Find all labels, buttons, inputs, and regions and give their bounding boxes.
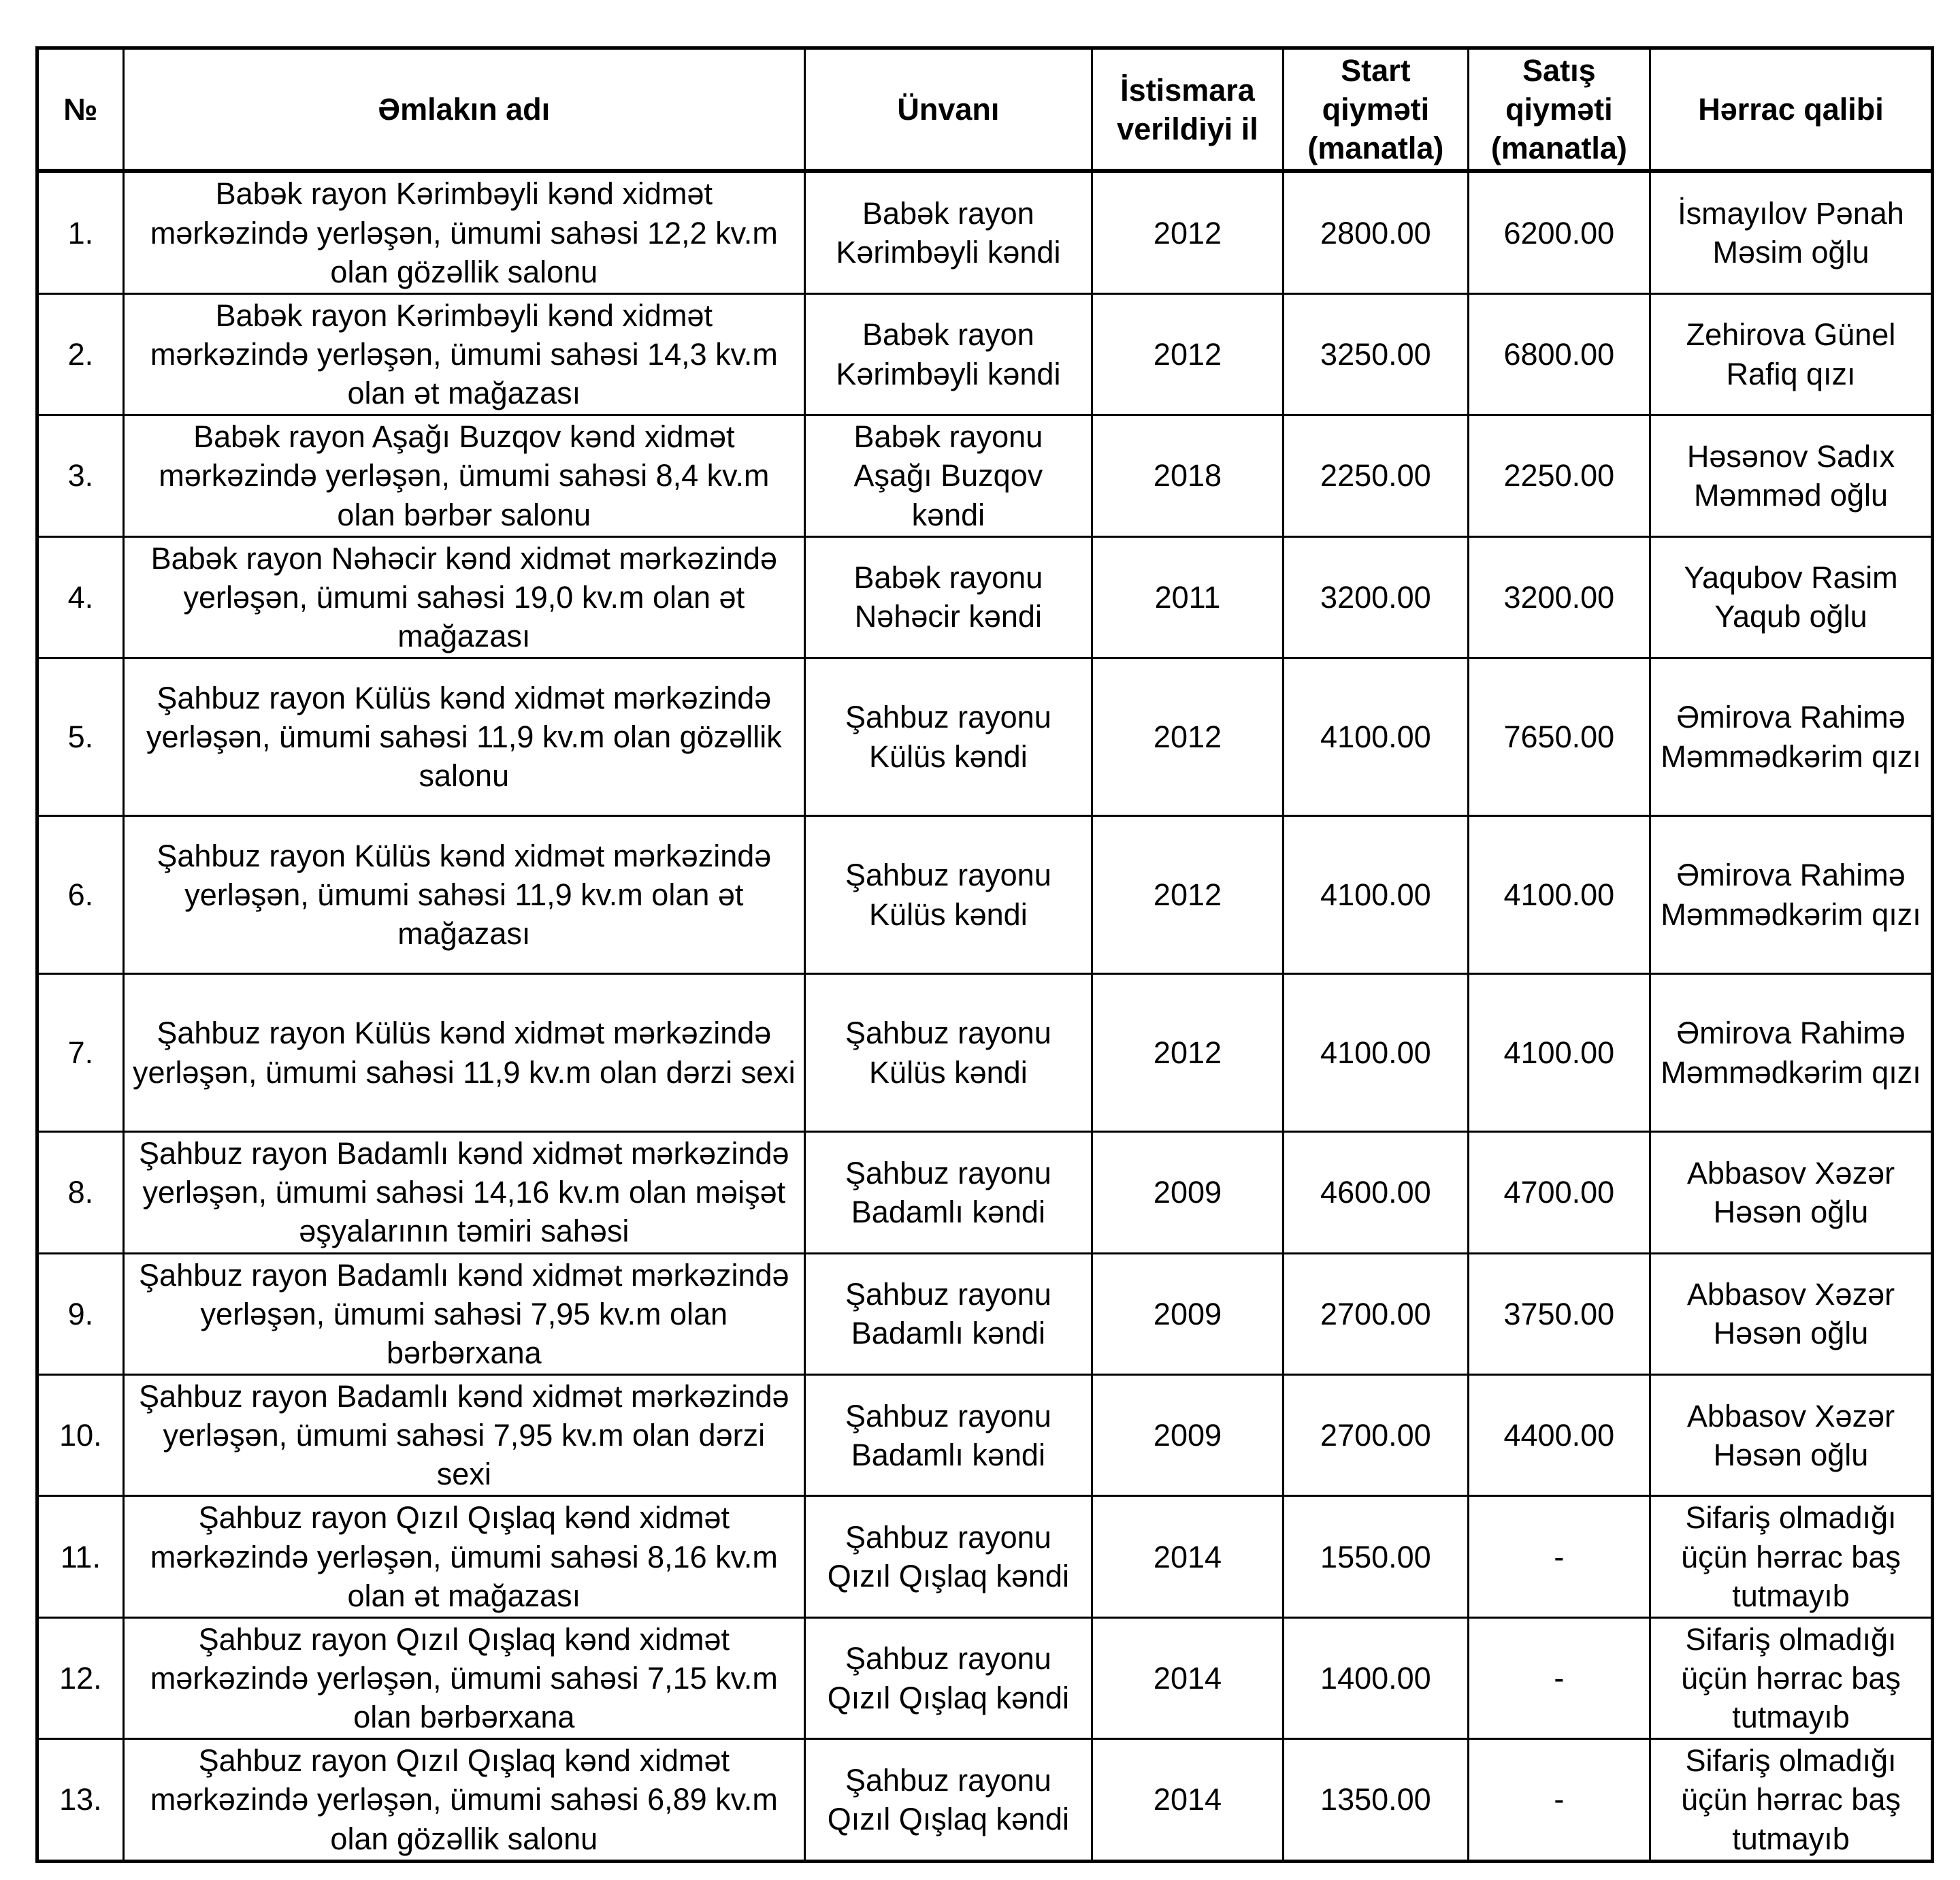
cell-no: 3. bbox=[37, 415, 124, 536]
cell-start_price: 1550.00 bbox=[1284, 1496, 1469, 1617]
cell-winner: Yaqubov Rasim Yaqub oğlu bbox=[1650, 536, 1933, 658]
cell-year: 2009 bbox=[1092, 1132, 1283, 1253]
cell-winner: Abbasov Xəzər Həsən oğlu bbox=[1650, 1374, 1933, 1495]
cell-address: Babək rayonu Nəhəcir kəndi bbox=[804, 536, 1092, 658]
table-body bbox=[37, 171, 1933, 1861]
cell-address: Şahbuz rayonu Qızıl Qışlaq kəndi bbox=[804, 1739, 1092, 1861]
cell-start_price: 3200.00 bbox=[1284, 536, 1469, 658]
cell-address: Babək rayon Kərimbəyli kəndi bbox=[804, 171, 1092, 293]
cell-winner: Əmirova Rahimə Məmmədkərim qızı bbox=[1650, 974, 1933, 1132]
cell-winner: Abbasov Xəzər Həsən oğlu bbox=[1650, 1132, 1933, 1253]
cell-year: 2014 bbox=[1092, 1617, 1283, 1738]
header-row bbox=[37, 48, 1933, 172]
table-row bbox=[37, 536, 1933, 658]
table-header bbox=[37, 48, 1933, 172]
cell-start_price: 4600.00 bbox=[1284, 1132, 1469, 1253]
cell-address: Şahbuz rayonu Badamlı kəndi bbox=[804, 1132, 1092, 1253]
table-row bbox=[37, 1496, 1933, 1617]
cell-year: 2009 bbox=[1092, 1253, 1283, 1374]
cell-no: 6. bbox=[37, 816, 124, 974]
cell-no: 1. bbox=[37, 171, 124, 293]
table-row bbox=[37, 1132, 1933, 1253]
cell-no: 13. bbox=[37, 1739, 124, 1861]
cell-start_price: 4100.00 bbox=[1284, 658, 1469, 816]
cell-year: 2012 bbox=[1092, 816, 1283, 974]
table-row bbox=[37, 1253, 1933, 1374]
cell-start_price: 2800.00 bbox=[1284, 171, 1469, 293]
cell-start_price: 2700.00 bbox=[1284, 1374, 1469, 1495]
column-header-address: Ünvanı bbox=[804, 48, 1092, 172]
cell-no: 4. bbox=[37, 536, 124, 658]
cell-name: Şahbuz rayon Külüs kənd xidmət mərkəzində yerləşən, ümumi sahəsi 11,9 kv.m olan gözəllik salonu bbox=[123, 658, 804, 816]
column-header-year: İstismara verildiyi il bbox=[1092, 48, 1283, 172]
cell-start_price: 1350.00 bbox=[1284, 1739, 1469, 1861]
cell-winner: Zehirova Günel Rafiq qızı bbox=[1650, 293, 1933, 415]
auction-results-table bbox=[35, 46, 1934, 1863]
cell-sale_price: - bbox=[1468, 1496, 1650, 1617]
cell-no: 2. bbox=[37, 293, 124, 415]
cell-name: Şahbuz rayon Külüs kənd xidmət mərkəzində yerləşən, ümumi sahəsi 11,9 kv.m olan ət mağazası bbox=[123, 816, 804, 974]
table-row bbox=[37, 1374, 1933, 1495]
cell-name: Şahbuz rayon Badamlı kənd xidmət mərkəzində yerləşən, ümumi sahəsi 7,95 kv.m olan bərbərxana bbox=[123, 1253, 804, 1374]
cell-winner: Əmirova Rahimə Məmmədkərim qızı bbox=[1650, 816, 1933, 974]
column-header-no: № bbox=[37, 48, 124, 172]
cell-start_price: 3250.00 bbox=[1284, 293, 1469, 415]
cell-sale_price: 3200.00 bbox=[1468, 536, 1650, 658]
cell-sale_price: 6800.00 bbox=[1468, 293, 1650, 415]
cell-year: 2018 bbox=[1092, 415, 1283, 536]
cell-sale_price: 6200.00 bbox=[1468, 171, 1650, 293]
table-row bbox=[37, 658, 1933, 816]
table-row bbox=[37, 1617, 1933, 1738]
column-header-sale_price: Satış qiyməti (manatla) bbox=[1468, 48, 1650, 172]
cell-sale_price: 4400.00 bbox=[1468, 1374, 1650, 1495]
cell-winner: Həsənov Sadıx Məmməd oğlu bbox=[1650, 415, 1933, 536]
cell-name: Şahbuz rayon Qızıl Qışlaq kənd xidmət mərkəzində yerləşən, ümumi sahəsi 7,15 kv.m olan bərbərxana bbox=[123, 1617, 804, 1738]
cell-sale_price: 3750.00 bbox=[1468, 1253, 1650, 1374]
table-row bbox=[37, 171, 1933, 293]
cell-year: 2012 bbox=[1092, 293, 1283, 415]
cell-address: Babək rayonu Aşağı Buzqov kəndi bbox=[804, 415, 1092, 536]
cell-address: Şahbuz rayonu Külüs kəndi bbox=[804, 658, 1092, 816]
cell-name: Babək rayon Kərimbəyli kənd xidmət mərkəzində yerləşən, ümumi sahəsi 14,3 kv.m olan ət mağazası bbox=[123, 293, 804, 415]
cell-year: 2012 bbox=[1092, 658, 1283, 816]
table-row bbox=[37, 415, 1933, 536]
cell-winner: Sifariş olmadığı üçün hərrac baş tutmayıb bbox=[1650, 1739, 1933, 1861]
cell-year: 2014 bbox=[1092, 1739, 1283, 1861]
table-row bbox=[37, 1739, 1933, 1861]
cell-sale_price: 4700.00 bbox=[1468, 1132, 1650, 1253]
cell-no: 7. bbox=[37, 974, 124, 1132]
table-row bbox=[37, 974, 1933, 1132]
cell-address: Şahbuz rayonu Külüs kəndi bbox=[804, 816, 1092, 974]
table-row bbox=[37, 816, 1933, 974]
cell-year: 2011 bbox=[1092, 536, 1283, 658]
cell-sale_price: 7650.00 bbox=[1468, 658, 1650, 816]
cell-address: Şahbuz rayonu Qızıl Qışlaq kəndi bbox=[804, 1496, 1092, 1617]
cell-start_price: 2250.00 bbox=[1284, 415, 1469, 536]
cell-name: Şahbuz rayon Qızıl Qışlaq kənd xidmət mərkəzində yerləşən, ümumi sahəsi 8,16 kv.m olan ət mağazası bbox=[123, 1496, 804, 1617]
cell-name: Babək rayon Kərimbəyli kənd xidmət mərkəzində yerləşən, ümumi sahəsi 12,2 kv.m olan gözəllik salonu bbox=[123, 171, 804, 293]
cell-address: Şahbuz rayonu Badamlı kəndi bbox=[804, 1253, 1092, 1374]
cell-no: 12. bbox=[37, 1617, 124, 1738]
cell-address: Şahbuz rayonu Badamlı kəndi bbox=[804, 1374, 1092, 1495]
cell-sale_price: - bbox=[1468, 1739, 1650, 1861]
cell-address: Şahbuz rayonu Külüs kəndi bbox=[804, 974, 1092, 1132]
cell-name: Babək rayon Nəhəcir kənd xidmət mərkəzində yerləşən, ümumi sahəsi 19,0 kv.m olan ət mağazası bbox=[123, 536, 804, 658]
column-header-name: Əmlakın adı bbox=[123, 48, 804, 172]
cell-winner: Sifariş olmadığı üçün hərrac baş tutmayıb bbox=[1650, 1496, 1933, 1617]
cell-sale_price: 2250.00 bbox=[1468, 415, 1650, 536]
cell-winner: Abbasov Xəzər Həsən oğlu bbox=[1650, 1253, 1933, 1374]
cell-year: 2014 bbox=[1092, 1496, 1283, 1617]
cell-name: Şahbuz rayon Badamlı kənd xidmət mərkəzində yerləşən, ümumi sahəsi 7,95 kv.m olan dərzi sexi bbox=[123, 1374, 804, 1495]
cell-sale_price: 4100.00 bbox=[1468, 974, 1650, 1132]
cell-name: Babək rayon Aşağı Buzqov kənd xidmət mərkəzində yerləşən, ümumi sahəsi 8,4 kv.m olan bərbər salonu bbox=[123, 415, 804, 536]
cell-winner: İsmayılov Pənah Məsim oğlu bbox=[1650, 171, 1933, 293]
cell-address: Şahbuz rayonu Qızıl Qışlaq kəndi bbox=[804, 1617, 1092, 1738]
cell-no: 5. bbox=[37, 658, 124, 816]
cell-name: Şahbuz rayon Külüs kənd xidmət mərkəzində yerləşən, ümumi sahəsi 11,9 kv.m olan dərzi sexi bbox=[123, 974, 804, 1132]
cell-start_price: 1400.00 bbox=[1284, 1617, 1469, 1738]
column-header-winner: Hərrac qalibi bbox=[1650, 48, 1933, 172]
cell-no: 9. bbox=[37, 1253, 124, 1374]
cell-sale_price: 4100.00 bbox=[1468, 816, 1650, 974]
table-row bbox=[37, 293, 1933, 415]
cell-sale_price: - bbox=[1468, 1617, 1650, 1738]
column-header-start_price: Start qiyməti (manatla) bbox=[1284, 48, 1469, 172]
cell-year: 2009 bbox=[1092, 1374, 1283, 1495]
cell-no: 10. bbox=[37, 1374, 124, 1495]
cell-address: Babək rayon Kərimbəyli kəndi bbox=[804, 293, 1092, 415]
cell-name: Şahbuz rayon Qızıl Qışlaq kənd xidmət mərkəzində yerləşən, ümumi sahəsi 6,89 kv.m olan gözəllik salonu bbox=[123, 1739, 804, 1861]
cell-winner: Sifariş olmadığı üçün hərrac baş tutmayıb bbox=[1650, 1617, 1933, 1738]
cell-name: Şahbuz rayon Badamlı kənd xidmət mərkəzində yerləşən, ümumi sahəsi 14,16 kv.m olan məişət əşyalarının təmiri sahəsi bbox=[123, 1132, 804, 1253]
cell-winner: Əmirova Rahimə Məmmədkərim qızı bbox=[1650, 658, 1933, 816]
cell-start_price: 4100.00 bbox=[1284, 974, 1469, 1132]
cell-no: 11. bbox=[37, 1496, 124, 1617]
cell-start_price: 2700.00 bbox=[1284, 1253, 1469, 1374]
cell-no: 8. bbox=[37, 1132, 124, 1253]
cell-year: 2012 bbox=[1092, 171, 1283, 293]
cell-start_price: 4100.00 bbox=[1284, 816, 1469, 974]
cell-year: 2012 bbox=[1092, 974, 1283, 1132]
